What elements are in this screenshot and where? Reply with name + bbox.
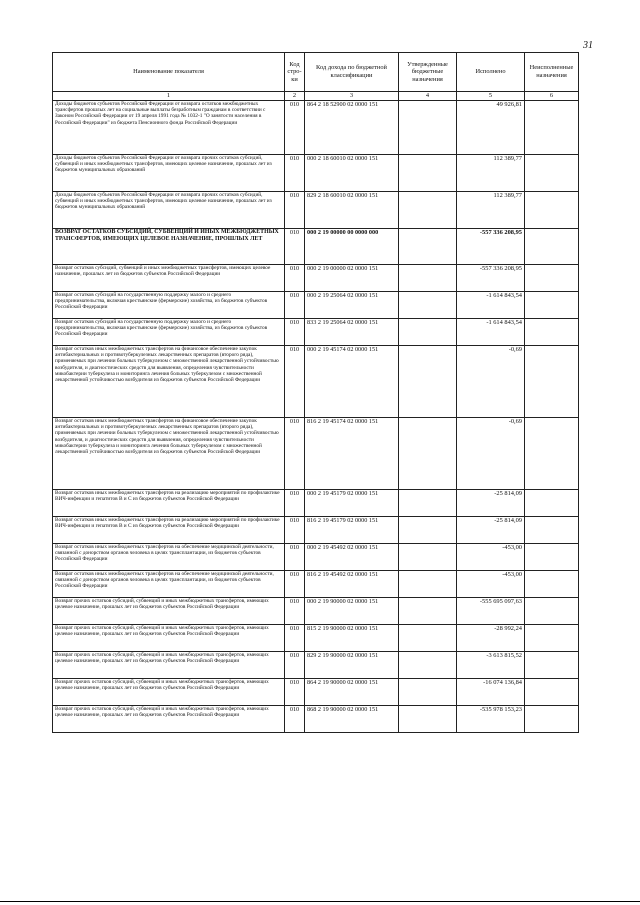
row-income-code: 864 2 18 52900 02 0000 151	[305, 101, 399, 155]
row-name: Возврат прочих остатков субсидий, субвенций и иных межбюджетных трансфертов, имеющих целевое назначение, прошлых лет из бюджетов субъектов Российской Федерации	[53, 625, 285, 652]
scan-edge-line	[0, 901, 640, 902]
row-line-code: 010	[285, 265, 305, 292]
table-row	[53, 652, 579, 679]
row-approved	[399, 517, 457, 544]
row-unexecuted	[525, 155, 579, 192]
row-executed: 49 926,81	[457, 101, 525, 155]
row-income-code: 816 2 19 45179 02 0000 151	[305, 517, 399, 544]
row-approved	[399, 101, 457, 155]
row-unexecuted	[525, 625, 579, 652]
row-name: Возврат прочих остатков субсидий, субвенций и иных межбюджетных трансфертов, имеющих целевое назначение, прошлых лет из бюджетов субъектов Российской Федерации	[53, 652, 285, 679]
row-executed: -16 074 136,84	[457, 679, 525, 706]
row-unexecuted	[525, 192, 579, 229]
row-income-code: 829 2 19 90000 02 0000 151	[305, 652, 399, 679]
row-income-code: 868 2 19 90000 02 0000 151	[305, 706, 399, 733]
row-name: Доходы бюджетов субъектов Российской Федерации от возврата прочих остатков субсидий, субвенций и иных межбюджетных трансфертов, имеющих целевое назначение, прошлых лет из бюджетов муниципальных образований	[53, 155, 285, 192]
row-income-code: 816 2 19 45492 02 0000 151	[305, 571, 399, 598]
row-executed: -557 336 208,95	[457, 229, 525, 265]
row-unexecuted	[525, 292, 579, 319]
column-number-row	[53, 92, 579, 101]
row-name: Возврат прочих остатков субсидий, субвенций и иных межбюджетных трансфертов, имеющих целевое назначение, прошлых лет из бюджетов субъектов Российской Федерации	[53, 679, 285, 706]
row-line-code: 010	[285, 292, 305, 319]
table-row	[53, 679, 579, 706]
row-line-code: 010	[285, 229, 305, 265]
table-body	[53, 101, 579, 733]
row-executed: -557 336 208,95	[457, 265, 525, 292]
row-unexecuted	[525, 544, 579, 571]
row-unexecuted	[525, 571, 579, 598]
row-income-code: 000 2 19 00000 02 0000 151	[305, 265, 399, 292]
row-line-code: 010	[285, 192, 305, 229]
header-income-code: Код дохода по бюджетной классификации	[305, 53, 399, 92]
row-line-code: 010	[285, 101, 305, 155]
header-unexecuted: Неисполненные назначения	[525, 53, 579, 92]
row-approved	[399, 319, 457, 346]
row-unexecuted	[525, 490, 579, 517]
row-name: Возврат остатков иных межбюджетных трансфертов на финансовое обеспечение закупок антибактериальных и противотуберкулезных лекарственных препаратов (второго ряда), применяемых при лечении больных туберкулезом с множественной лекарственной устойчивостью возбудителя, и диагностических средств для выявления, определения чувствительности микобактерии туберкулеза и мониторинга лечения больных туберкулезом с множественной лекарственной устойчивостью возбудителя из бюджетов субъектов Российской Федерации	[53, 418, 285, 490]
page-number: 31	[583, 40, 593, 51]
budget-execution-table	[52, 52, 579, 733]
row-approved	[399, 571, 457, 598]
row-line-code: 010	[285, 490, 305, 517]
row-approved	[399, 292, 457, 319]
row-name: Возврат остатков субсидий, субвенций и иных межбюджетных трансфертов, имеющих целевое назначение, прошлых лет из бюджетов субъектов Российской Федерации	[53, 265, 285, 292]
row-unexecuted	[525, 319, 579, 346]
row-approved	[399, 418, 457, 490]
row-approved	[399, 544, 457, 571]
column-number: 6	[525, 92, 579, 101]
row-approved	[399, 706, 457, 733]
row-line-code: 010	[285, 544, 305, 571]
row-approved	[399, 625, 457, 652]
row-approved	[399, 652, 457, 679]
row-approved	[399, 679, 457, 706]
column-number: 5	[457, 92, 525, 101]
table-row	[53, 319, 579, 346]
row-line-code: 010	[285, 571, 305, 598]
row-line-code: 010	[285, 652, 305, 679]
row-name: ВОЗВРАТ ОСТАТКОВ СУБСИДИЙ, СУБВЕНЦИЙ И ИНЫХ МЕЖБЮДЖЕТНЫХ ТРАНСФЕРТОВ, ИМЕЮЩИХ ЦЕЛЕВОЕ НАЗНАЧЕНИЕ, ПРОШЛЫХ ЛЕТ	[53, 229, 285, 265]
table-row	[53, 571, 579, 598]
row-income-code: 000 2 19 90000 02 0000 151	[305, 598, 399, 625]
header-line-code: Код стро-ки	[285, 53, 305, 92]
row-name: Доходы бюджетов субъектов Российской Федерации от возврата остатков межбюджетных трансфертов прошлых лет на социальные выплаты безработным гражданам в соответствии с Законом Российской Федерации от 19 апреля 1991 года № 1032-1 "О занятости населения в Российской Федерации" из бюджета Пенсионного фонда Российской Федерации	[53, 101, 285, 155]
row-income-code: 000 2 19 25064 02 0000 151	[305, 292, 399, 319]
row-income-code: 833 2 19 25064 02 0000 151	[305, 319, 399, 346]
header-name: Наименование показателя	[53, 53, 285, 92]
row-line-code: 010	[285, 625, 305, 652]
row-unexecuted	[525, 598, 579, 625]
row-executed: -555 695 097,63	[457, 598, 525, 625]
row-line-code: 010	[285, 706, 305, 733]
row-income-code: 000 2 19 45492 02 0000 151	[305, 544, 399, 571]
row-name: Возврат остатков субсидий на государственную поддержку малого и среднего предпринимательства, включая крестьянские (фермерские) хозяйства, из бюджетов субъектов Российской Федерации	[53, 319, 285, 346]
header-executed: Исполнено	[457, 53, 525, 92]
header-approved: Утвержденные бюджетные назначения	[399, 53, 457, 92]
row-executed: 112 389,77	[457, 155, 525, 192]
column-number: 3	[305, 92, 399, 101]
table-row	[53, 598, 579, 625]
row-income-code: 815 2 19 90000 02 0000 151	[305, 625, 399, 652]
row-line-code: 010	[285, 598, 305, 625]
row-unexecuted	[525, 265, 579, 292]
row-line-code: 010	[285, 679, 305, 706]
row-approved	[399, 598, 457, 625]
row-unexecuted	[525, 679, 579, 706]
row-line-code: 010	[285, 319, 305, 346]
table-row	[53, 625, 579, 652]
table-row	[53, 346, 579, 418]
table-row	[53, 155, 579, 192]
row-unexecuted	[525, 706, 579, 733]
table-row	[53, 544, 579, 571]
table-row	[53, 517, 579, 544]
row-approved	[399, 490, 457, 517]
column-number: 1	[53, 92, 285, 101]
row-unexecuted	[525, 346, 579, 418]
column-number: 4	[399, 92, 457, 101]
row-unexecuted	[525, 517, 579, 544]
row-unexecuted	[525, 229, 579, 265]
table-row	[53, 265, 579, 292]
row-approved	[399, 229, 457, 265]
row-executed: -1 614 843,54	[457, 292, 525, 319]
row-income-code: 816 2 19 45174 02 0000 151	[305, 418, 399, 490]
row-income-code: 000 2 19 00000 00 0000 000	[305, 229, 399, 265]
row-approved	[399, 155, 457, 192]
row-name: Возврат остатков иных межбюджетных трансфертов на реализацию мероприятий по профилактике ВИЧ-инфекции и гепатитов В и С из бюджетов субъектов Российской Федерации	[53, 490, 285, 517]
row-line-code: 010	[285, 517, 305, 544]
row-unexecuted	[525, 418, 579, 490]
row-executed: -28 992,24	[457, 625, 525, 652]
row-income-code: 829 2 18 60010 02 0000 151	[305, 192, 399, 229]
row-name: Возврат прочих остатков субсидий, субвенций и иных межбюджетных трансфертов, имеющих целевое назначение, прошлых лет из бюджетов субъектов Российской Федерации	[53, 598, 285, 625]
row-executed: 112 389,77	[457, 192, 525, 229]
table-row	[53, 192, 579, 229]
table-row	[53, 292, 579, 319]
row-name: Возврат остатков иных межбюджетных трансфертов на обеспечение медицинской деятельности, связанной с донорством органов человека в целях трансплантации, из бюджетов субъектов Российской Федерации	[53, 571, 285, 598]
row-executed: -453,00	[457, 571, 525, 598]
table-row	[53, 229, 579, 265]
table-row	[53, 490, 579, 517]
row-name: Доходы бюджетов субъектов Российской Федерации от возврата прочих остатков субсидий, субвенций и иных межбюджетных трансфертов, имеющих целевое назначение, прошлых лет из бюджетов муниципальных образований	[53, 192, 285, 229]
row-name: Возврат остатков иных межбюджетных трансфертов на реализацию мероприятий по профилактике ВИЧ-инфекции и гепатитов В и С из бюджетов субъектов Российской Федерации	[53, 517, 285, 544]
row-line-code: 010	[285, 418, 305, 490]
row-income-code: 000 2 19 45174 02 0000 151	[305, 346, 399, 418]
row-executed: -1 614 843,54	[457, 319, 525, 346]
row-approved	[399, 265, 457, 292]
row-name: Возврат прочих остатков субсидий, субвенций и иных межбюджетных трансфертов, имеющих целевое назначение, прошлых лет из бюджетов субъектов Российской Федерации	[53, 706, 285, 733]
table-row	[53, 418, 579, 490]
row-executed: -0,69	[457, 418, 525, 490]
table-header-row	[53, 53, 579, 92]
row-line-code: 010	[285, 155, 305, 192]
row-name: Возврат остатков иных межбюджетных трансфертов на обеспечение медицинской деятельности, связанной с донорством органов человека в целях трансплантации, из бюджетов субъектов Российской Федерации	[53, 544, 285, 571]
row-income-code: 864 2 19 90000 02 0000 151	[305, 679, 399, 706]
row-approved	[399, 346, 457, 418]
row-executed: -3 613 815,52	[457, 652, 525, 679]
column-number: 2	[285, 92, 305, 101]
row-unexecuted	[525, 101, 579, 155]
table-row	[53, 706, 579, 733]
table-row	[53, 101, 579, 155]
row-line-code: 010	[285, 346, 305, 418]
row-name: Возврат остатков субсидий на государственную поддержку малого и среднего предпринимательства, включая крестьянские (фермерские) хозяйства, из бюджетов субъектов Российской Федерации	[53, 292, 285, 319]
row-income-code: 000 2 18 60010 02 0000 151	[305, 155, 399, 192]
row-executed: -453,00	[457, 544, 525, 571]
row-executed: -0,69	[457, 346, 525, 418]
row-executed: -25 814,09	[457, 517, 525, 544]
row-income-code: 000 2 19 45179 02 0000 151	[305, 490, 399, 517]
row-name: Возврат остатков иных межбюджетных трансфертов на финансовое обеспечение закупок антибактериальных и противотуберкулезных лекарственных препаратов (второго ряда), применяемых при лечении больных туберкулезом с множественной лекарственной устойчивостью возбудителя, и диагностических средств для выявления, определения чувствительности микобактерии туберкулеза и мониторинга лечения больных туберкулезом с множественной лекарственной устойчивостью возбудителя из бюджетов субъектов Российской Федерации	[53, 346, 285, 418]
row-executed: -535 978 153,23	[457, 706, 525, 733]
row-approved	[399, 192, 457, 229]
row-executed: -25 814,09	[457, 490, 525, 517]
row-unexecuted	[525, 652, 579, 679]
